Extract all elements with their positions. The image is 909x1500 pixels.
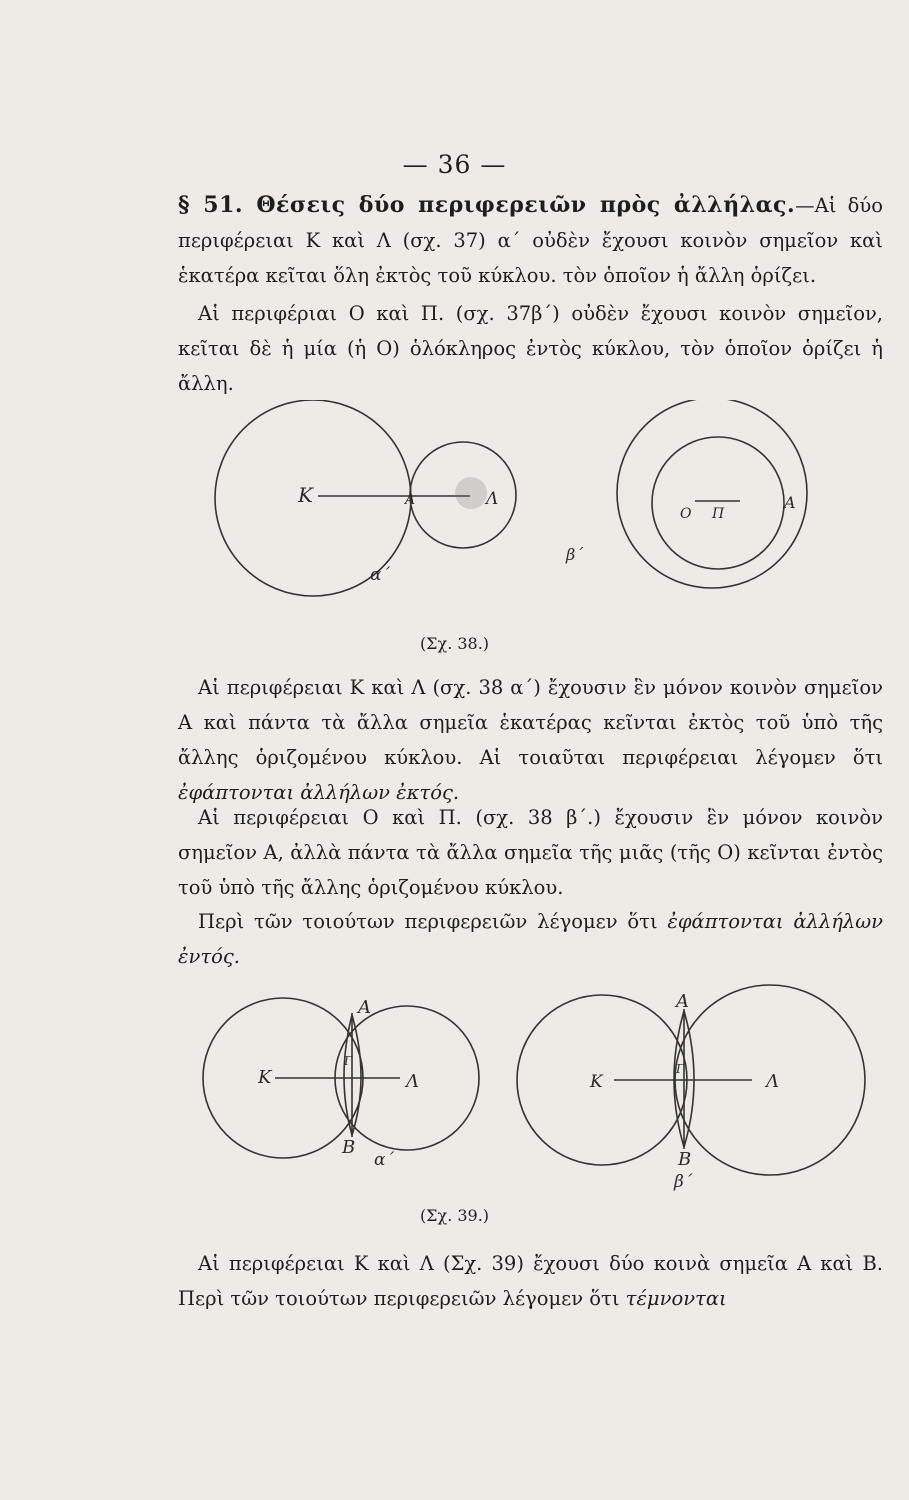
circle-o xyxy=(652,437,784,569)
label-a-38a: A xyxy=(405,492,416,508)
paragraph-3 xyxy=(178,670,883,810)
section-paragraph xyxy=(178,188,883,293)
label-k-39b: K xyxy=(590,1072,603,1092)
label-a-39a: A xyxy=(358,997,371,1018)
paragraph-5-text: Περὶ τῶν τοιούτων περιφερειῶν λέγομεν ὅτι xyxy=(198,910,668,933)
circle-p xyxy=(617,400,807,588)
label-beta-38: β΄ xyxy=(566,545,584,564)
label-beta-39: β΄ xyxy=(674,1172,693,1192)
paragraph-2: Αἱ περιφέριαι Ο καὶ Π. (σχ. 37β΄) οὐδὲν ἔχουσι κοινὸν σημεῖον, κεῖται δὲ ἡ μία (ἡ Ο) ὁλόκληρος ἐντὸς κύκλου, τὸν ὁποῖον ὁρίζει ἡ ἄλλη. xyxy=(178,302,883,395)
label-k: K xyxy=(298,483,313,507)
label-alpha-39: α΄ xyxy=(374,1150,394,1170)
paragraph-3-text: Αἱ περιφέρειαι Κ καὶ Λ (σχ. 38 α΄) ἔχουσιν ἓν μόνον κοινὸν σημεῖον Α καὶ πάντα τὰ ἄλλα σημεῖα ἑκατέρας κεῖνται ἐκτὸς τοῦ ὑπὸ τῆς ἄλλης ὁριζομένου κύκλου. Αἱ τοιαῦται περιφέρειαι λέγομεν ὅτι xyxy=(178,676,883,769)
paragraph-3-emphasis: ἐφάπτονται ἀλλήλων ἐκτός. xyxy=(178,781,460,804)
label-b-39a: B xyxy=(342,1137,356,1158)
caption-fig-39: (Σχ. 39.) xyxy=(419,1206,490,1225)
ink-stain xyxy=(455,477,487,509)
label-alpha-38: α΄ xyxy=(370,565,390,585)
label-b-39b: B xyxy=(678,1149,692,1170)
paragraph-6 xyxy=(178,1246,883,1316)
paragraph-5 xyxy=(178,904,883,974)
label-o: Ο xyxy=(680,506,692,522)
section-text: —Αἱ δύο περιφέρειαι Κ καὶ Λ (σχ. 37) α΄ οὐδὲν ἔχουσι κοινὸν σημεῖον καὶ ἑκατέρα κεῖται ὅλη ἐκτὸς τοῦ κύκλου. τὸν ὁποῖον ἡ ἄλλη ὁρίζει. xyxy=(178,194,884,287)
figure-39 xyxy=(0,975,909,1205)
paragraph-6-text: Αἱ περιφέρειαι Κ καὶ Λ (Σχ. 39) ἔχουσι δύο κοινὰ σημεῖα Α καὶ Β. Περὶ τῶν τοιούτων περιφερειῶν λέγομεν ὅτι xyxy=(178,1252,883,1310)
label-l-39b: Λ xyxy=(766,1071,779,1092)
label-l-39a: Λ xyxy=(406,1071,419,1092)
label-a-38b: A xyxy=(784,493,796,512)
label-p: Π xyxy=(712,506,725,522)
label-l: Λ xyxy=(486,489,499,509)
label-a-39b: A xyxy=(676,991,689,1012)
label-g-39a: Γ xyxy=(344,1054,353,1068)
label-k-39a: K xyxy=(258,1067,272,1088)
caption-fig-38: (Σχ. 38.) xyxy=(419,634,490,653)
page-number: — 36 — xyxy=(402,150,507,179)
section-heading: § 51. Θέσεις δύο περιφερειῶν πρὸς ἀλλήλας. xyxy=(178,192,796,218)
chord-arc-4 xyxy=(684,1011,694,1147)
figure-38 xyxy=(0,400,909,620)
paragraph-6-emphasis: τέμνονται xyxy=(625,1287,727,1310)
paragraph-5-emphasis: ἐφάπτονται ἀλλήλων ἐντός. xyxy=(178,910,884,968)
label-g-39b: Γ xyxy=(676,1062,685,1076)
paragraph-4: Αἱ περιφέρειαι Ο καὶ Π. (σχ. 38 β΄.) ἔχουσιν ἓν μόνον κοινὸν σημεῖον Α, ἀλλὰ πάντα τὰ ἄλλα σημεῖα τῆς μιᾶς (τῆς Ο) κεῖνται ἐντὸς τοῦ ὑπὸ τῆς ἄλλης ὁριζομένου κύκλου. xyxy=(178,806,883,899)
